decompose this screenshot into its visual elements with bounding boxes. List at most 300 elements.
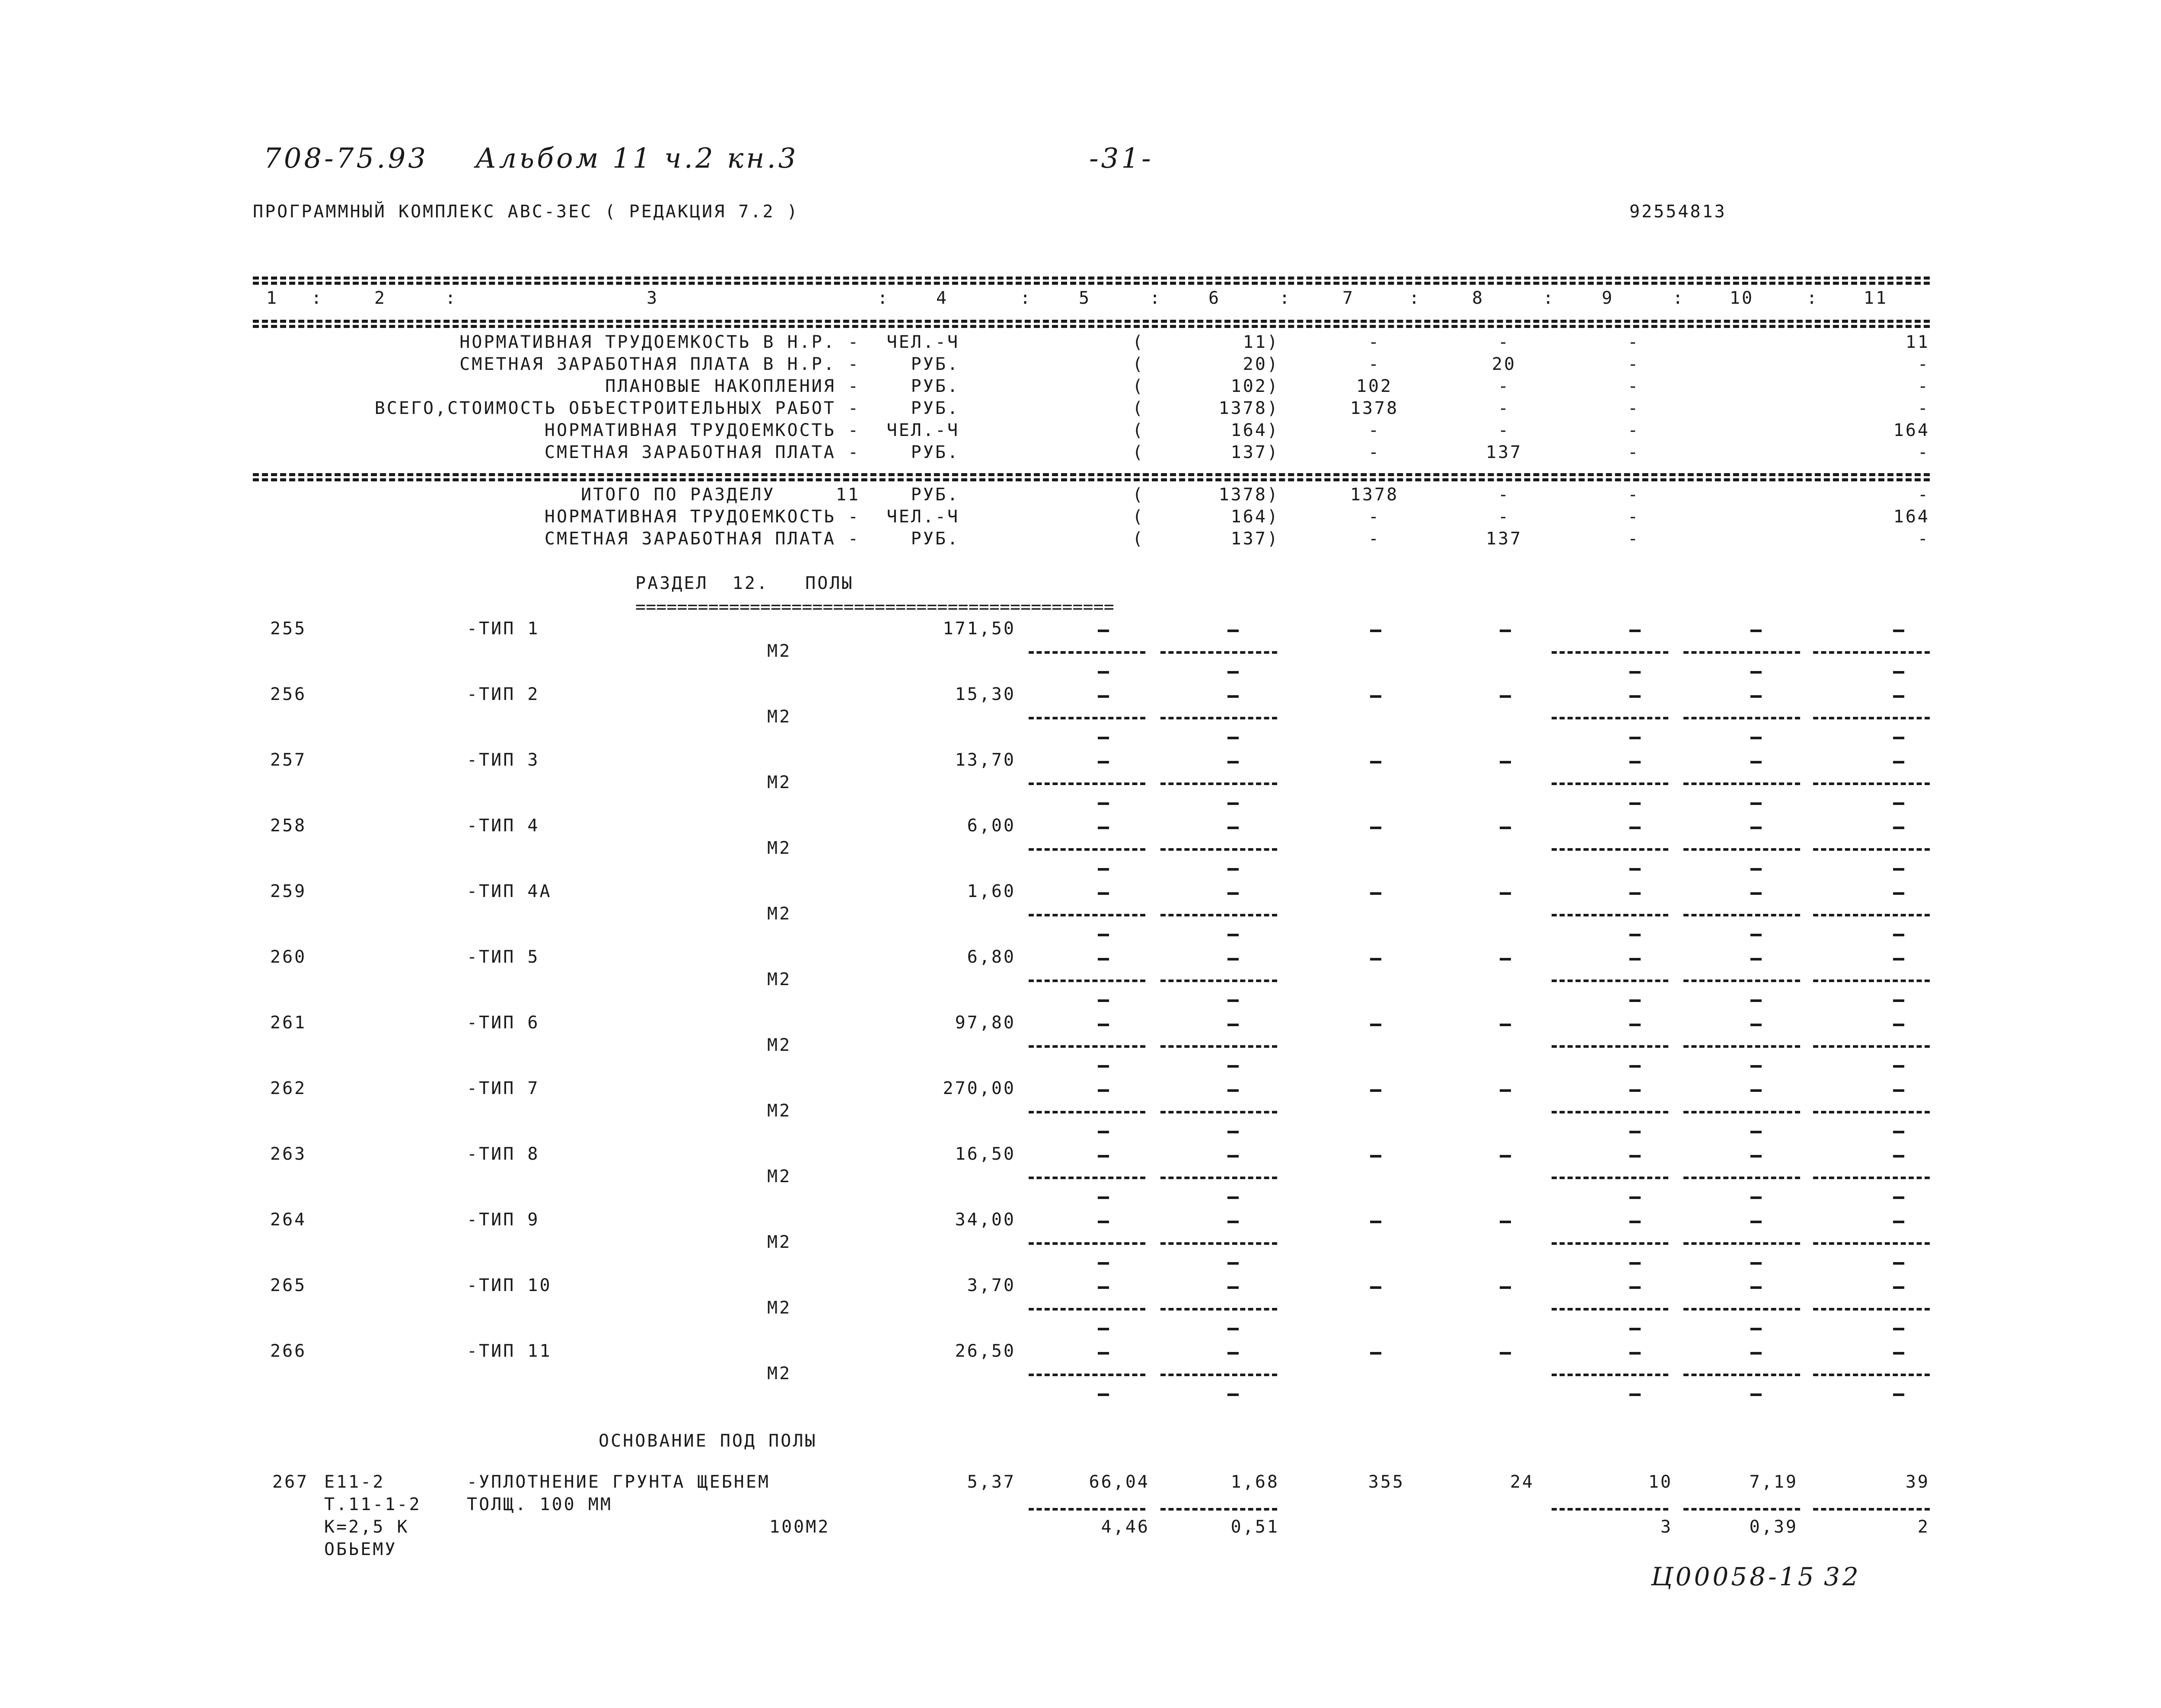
item-number: 266 [270, 1341, 307, 1361]
item-dash [1098, 1221, 1109, 1223]
subsection-title: ОСНОВАНИЕ ПОД ПОЛЫ [599, 1431, 817, 1451]
header-rule-top-2 [253, 282, 1930, 285]
item-dash-lower [1227, 1065, 1239, 1068]
item-dash [1370, 958, 1381, 961]
row-paren: ( [1132, 332, 1145, 352]
item-unit: М2 [767, 838, 792, 858]
item-qty: 34,00 [955, 1210, 1016, 1230]
item-dash-lower [1750, 1328, 1762, 1330]
item-dash-lower [1098, 671, 1109, 674]
item-267-rule-5 [1029, 1508, 1145, 1511]
item-rule [1160, 1177, 1277, 1179]
item-number: 263 [270, 1144, 307, 1164]
item-dash [1893, 1089, 1904, 1092]
item-rule [1160, 848, 1277, 851]
item-dash-lower [1750, 1196, 1762, 1199]
header-separator: : [1673, 288, 1685, 308]
item-number: 260 [270, 947, 307, 967]
row-paren: ( [1132, 507, 1145, 527]
item-dash [1500, 958, 1511, 961]
row-col8: 137 [1485, 529, 1523, 549]
item-unit: М2 [767, 1364, 792, 1384]
item-dash [1370, 1155, 1381, 1158]
item-name: -ТИП 3 [467, 750, 540, 770]
header-separator: : [1150, 288, 1162, 308]
item-dash-lower [1750, 1393, 1762, 1396]
handwritten-page-number: -31- [1089, 143, 1154, 175]
item-dash-lower [1629, 1196, 1641, 1199]
item-rule [1029, 1111, 1145, 1113]
item-dash [1893, 695, 1904, 698]
row-col6: 102) [1230, 376, 1279, 396]
header-col-7: 7 [1342, 288, 1355, 308]
item-qty: 13,70 [955, 750, 1016, 770]
item-dash-lower [1098, 1131, 1109, 1133]
row-col8: - [1498, 485, 1511, 505]
header-col-2: 2 [374, 288, 387, 308]
item-rule [1552, 1308, 1668, 1310]
item-dash-lower [1750, 1065, 1762, 1068]
item-rule [1029, 914, 1145, 916]
item-dash [1629, 695, 1641, 698]
row-col8: - [1498, 398, 1511, 418]
header-col-1: 1 [266, 288, 279, 308]
item-name: -ТИП 1 [467, 619, 540, 639]
header-col-11: 11 [1863, 288, 1888, 308]
item-unit: М2 [767, 707, 792, 727]
item-rule [1552, 980, 1668, 982]
program-line: ПРОГРАММНЫЙ КОМПЛЕКС АВС-3ЕС ( РЕДАКЦИЯ 7.2 ) [253, 202, 799, 222]
item-rule [1552, 1045, 1668, 1048]
item-rule [1813, 914, 1930, 916]
item-rule [1813, 1242, 1930, 1245]
item-name: -ТИП 9 [467, 1210, 540, 1230]
item-dash-lower [1629, 1065, 1641, 1068]
item-dash [1500, 1286, 1511, 1289]
item-dash-lower [1750, 802, 1762, 805]
item-dash [1750, 892, 1762, 895]
item-dash-lower [1629, 934, 1641, 936]
row-col11: - [1917, 354, 1930, 374]
item-dash [1893, 630, 1904, 632]
item-dash-lower [1227, 934, 1239, 936]
header-rule-bottom-2 [253, 325, 1930, 328]
row-label: СМЕТНАЯ ЗАРАБОТНАЯ ПЛАТА - [544, 529, 860, 549]
item-dash [1098, 1155, 1109, 1158]
row-label: СМЕТНАЯ ЗАРАБОТНАЯ ПЛАТА - [544, 442, 860, 462]
item-dash [1750, 827, 1762, 829]
header-separator: : [1409, 288, 1422, 308]
item-dash-lower [1893, 1328, 1904, 1330]
row-col11: - [1917, 376, 1930, 396]
row-unit: ЧЕЛ.-Ч [886, 332, 959, 352]
item-dash-lower [1629, 868, 1641, 871]
item-unit: М2 [767, 1232, 792, 1252]
row-col9: - [1627, 376, 1640, 396]
row-col8: - [1498, 420, 1511, 440]
item-dash-lower [1893, 999, 1904, 1002]
item-dash [1629, 1024, 1641, 1026]
item-dash [1370, 1352, 1381, 1355]
item-rule [1029, 1177, 1145, 1179]
header-col-10: 10 [1729, 288, 1754, 308]
item-dash-lower [1750, 934, 1762, 936]
item-rule [1552, 717, 1668, 719]
item-rule [1813, 651, 1930, 654]
item-dash [1370, 1024, 1381, 1026]
item-dash [1500, 1024, 1511, 1026]
item-dash [1227, 1155, 1239, 1158]
item-code-3: К=2,5 К [324, 1517, 409, 1537]
item-rule [1683, 848, 1800, 851]
item-dash-lower [1893, 934, 1904, 936]
item-rule [1160, 1308, 1277, 1310]
row-paren: ( [1132, 398, 1145, 418]
item-dash [1370, 1286, 1381, 1289]
handwritten-project-code: 708-75.93 [264, 143, 428, 175]
item-dash [1227, 1352, 1239, 1355]
item-name: -ТИП 2 [467, 684, 540, 704]
item-dash [1098, 630, 1109, 632]
item-rule [1552, 651, 1668, 654]
row-unit: ЧЕЛ.-Ч [886, 420, 959, 440]
item-dash [1893, 892, 1904, 895]
item-rule [1813, 980, 1930, 982]
item-dash [1227, 695, 1239, 698]
row-paren: ( [1132, 485, 1145, 505]
item-dash [1370, 695, 1381, 698]
item-code-4: ОБЬЕМУ [324, 1539, 397, 1559]
item-unit: М2 [767, 904, 792, 924]
item-dash [1370, 1221, 1381, 1223]
item-col9: 10 [1648, 1472, 1673, 1492]
item-dash [1750, 695, 1762, 698]
row-paren: ( [1132, 354, 1145, 374]
item-dash-lower [1629, 802, 1641, 805]
item-dash-lower [1893, 737, 1904, 739]
item-number: 255 [270, 619, 307, 639]
item-dash [1098, 958, 1109, 961]
item-dash-lower [1227, 1328, 1239, 1330]
item-dash [1893, 827, 1904, 829]
item-number: 265 [270, 1275, 307, 1295]
item-unit: М2 [767, 970, 792, 989]
item-dash [1893, 958, 1904, 961]
header-separator: : [1020, 288, 1033, 308]
row-unit: РУБ. [911, 398, 959, 418]
row-col11: 11 [1905, 332, 1930, 352]
item-name: -ТИП 7 [467, 1078, 540, 1098]
row-col7: - [1368, 507, 1381, 527]
row-col9: - [1627, 507, 1640, 527]
row-paren: ( [1132, 420, 1145, 440]
item-dash-lower [1750, 1131, 1762, 1133]
item-rule [1160, 717, 1277, 719]
item-col10: 7,19 [1749, 1472, 1798, 1492]
item-rule [1683, 1242, 1800, 1245]
row-col7: - [1368, 354, 1381, 374]
row-col7: - [1368, 332, 1381, 352]
item-dash-lower [1098, 868, 1109, 871]
item-dash [1750, 1024, 1762, 1026]
row-col11: 164 [1893, 507, 1930, 527]
row-col9: - [1627, 354, 1640, 374]
item-col10-bottom: 0,39 [1749, 1517, 1798, 1537]
item-qty: 97,80 [955, 1013, 1016, 1033]
item-number: 262 [270, 1078, 307, 1098]
item-dash-lower [1750, 737, 1762, 739]
row-col11: - [1917, 529, 1930, 549]
item-dash-lower [1227, 671, 1239, 674]
item-rule [1029, 651, 1145, 654]
item-number: 267 [272, 1472, 309, 1492]
item-dash [1500, 892, 1511, 895]
row-label: НОРМАТИВНАЯ ТРУДОЕМКОСТЬ - [544, 507, 860, 527]
header-col-6: 6 [1208, 288, 1221, 308]
row-col11: - [1917, 398, 1930, 418]
item-unit: М2 [767, 773, 792, 792]
item-rule [1029, 1374, 1145, 1376]
row-col6: 164) [1230, 507, 1279, 527]
item-rule [1160, 782, 1277, 785]
item-rule [1029, 1308, 1145, 1310]
item-rule [1160, 1111, 1277, 1113]
summary-rule [253, 473, 1930, 476]
item-rule [1029, 980, 1145, 982]
item-qty: 6,80 [967, 947, 1016, 967]
handwritten-stamp-number: 32 [1824, 1562, 1861, 1591]
item-rule [1683, 1111, 1800, 1113]
item-dash-lower [1893, 1131, 1904, 1133]
item-dash-lower [1629, 1131, 1641, 1133]
row-col8: 20 [1492, 354, 1517, 374]
item-rule [1813, 782, 1930, 785]
handwritten-album: Альбом 11 ч.2 кн.3 [475, 143, 799, 175]
item-name: -ТИП 8 [467, 1144, 540, 1164]
row-col9: - [1627, 398, 1640, 418]
item-unit: М2 [767, 1101, 792, 1121]
item-dash [1750, 1286, 1762, 1289]
item-qty: 5,37 [967, 1472, 1016, 1492]
item-rule [1813, 1045, 1930, 1048]
item-number: 259 [270, 881, 307, 901]
item-unit: 100М2 [769, 1517, 830, 1537]
item-col5: 66,04 [1089, 1472, 1150, 1492]
item-dash-lower [1098, 1393, 1109, 1396]
row-label: НОРМАТИВНАЯ ТРУДОЕМКОСТЬ - [544, 420, 860, 440]
row-col9: - [1627, 485, 1640, 505]
item-dash [1500, 761, 1511, 763]
item-dash [1750, 1155, 1762, 1158]
item-name: -ТИП 11 [467, 1341, 552, 1361]
item-rule [1683, 782, 1800, 785]
item-dash [1893, 1155, 1904, 1158]
item-rule [1029, 782, 1145, 785]
item-dash [1370, 630, 1381, 632]
item-dash [1629, 1089, 1641, 1092]
item-col11: 39 [1905, 1472, 1930, 1492]
item-dash-lower [1098, 802, 1109, 805]
row-paren: ( [1132, 376, 1145, 396]
item-unit: М2 [767, 641, 792, 661]
item-dash [1500, 1221, 1511, 1223]
item-rule [1160, 651, 1277, 654]
item-rule [1683, 914, 1800, 916]
item-dash [1227, 1286, 1239, 1289]
item-qty: 15,30 [955, 684, 1016, 704]
item-rule [1683, 1177, 1800, 1179]
item-dash [1098, 1286, 1109, 1289]
header-separator: : [1543, 288, 1555, 308]
item-dash [1227, 761, 1239, 763]
item-dash [1893, 761, 1904, 763]
item-dash [1098, 695, 1109, 698]
item-rule [1813, 848, 1930, 851]
header-col-8: 8 [1472, 288, 1485, 308]
header-col-5: 5 [1078, 288, 1091, 308]
item-dash-lower [1629, 1328, 1641, 1330]
item-rule [1552, 1177, 1668, 1179]
row-col9: - [1627, 529, 1640, 549]
item-dash [1750, 761, 1762, 763]
item-col7: 355 [1368, 1472, 1405, 1492]
item-number: 257 [270, 750, 307, 770]
item-rule [1029, 1045, 1145, 1048]
row-label: ПЛАНОВЫЕ НАКОПЛЕНИЯ - [605, 376, 860, 396]
item-qty: 270,00 [943, 1078, 1016, 1098]
item-dash [1893, 1221, 1904, 1223]
item-unit: М2 [767, 1035, 792, 1055]
item-name: -ТИП 10 [467, 1275, 552, 1295]
item-dash [1370, 761, 1381, 763]
item-dash [1370, 1089, 1381, 1092]
item-code-1: Е11-2 [324, 1472, 385, 1492]
item-dash-lower [1098, 1262, 1109, 1265]
row-col9: - [1627, 442, 1640, 462]
item-dash-lower [1750, 999, 1762, 1002]
item-dash-lower [1227, 999, 1239, 1002]
item-rule [1552, 914, 1668, 916]
item-dash [1500, 695, 1511, 698]
handwritten-stamp: Ц00058-15 [1651, 1562, 1817, 1591]
item-rule [1160, 914, 1277, 916]
row-unit: РУБ. [911, 529, 959, 549]
item-rule [1683, 651, 1800, 654]
item-dash [1893, 1286, 1904, 1289]
header-separator: : [877, 288, 890, 308]
item-rule [1813, 717, 1930, 719]
row-col6: 11) [1243, 332, 1279, 352]
item-code-2: Т.11-1-2 [324, 1495, 421, 1514]
row-col6: 164) [1230, 420, 1279, 440]
item-dash [1098, 892, 1109, 895]
header-rule-top [253, 277, 1930, 280]
item-rule [1813, 1111, 1930, 1113]
row-col6: 1378) [1218, 485, 1279, 505]
item-rule [1160, 1045, 1277, 1048]
item-name: -ТИП 4 [467, 816, 540, 836]
row-col6: 1378) [1218, 398, 1279, 418]
row-col6: 137) [1230, 529, 1279, 549]
item-dash [1500, 630, 1511, 632]
row-label: СМЕТНАЯ ЗАРАБОТНАЯ ПЛАТА В Н.Р. - [459, 354, 860, 374]
row-col7: 102 [1356, 376, 1393, 396]
item-qty: 16,50 [955, 1144, 1016, 1164]
row-unit: РУБ. [911, 376, 959, 396]
row-paren: ( [1132, 529, 1145, 549]
item-dash [1098, 1089, 1109, 1092]
item-rule [1160, 1374, 1277, 1376]
item-dash [1629, 958, 1641, 961]
item-dash-lower [1629, 737, 1641, 739]
item-dash-lower [1893, 1393, 1904, 1396]
row-col8: - [1498, 376, 1511, 396]
item-dash [1500, 827, 1511, 829]
row-unit: ЧЕЛ.-Ч [886, 507, 959, 527]
row-col11: - [1917, 485, 1930, 505]
item-267-rule-10 [1683, 1508, 1800, 1511]
item-dash-lower [1750, 1262, 1762, 1265]
item-dash-lower [1098, 999, 1109, 1002]
item-dash-lower [1750, 671, 1762, 674]
item-dash-lower [1629, 999, 1641, 1002]
item-unit: М2 [767, 1298, 792, 1318]
item-dash [1098, 1024, 1109, 1026]
item-name-2: ТОЛЩ. 100 ММ [467, 1495, 612, 1514]
item-rule [1029, 717, 1145, 719]
item-dash-lower [1750, 868, 1762, 871]
item-dash [1750, 1352, 1762, 1355]
item-dash [1227, 1221, 1239, 1223]
item-dash-lower [1893, 868, 1904, 871]
item-dash-lower [1227, 1131, 1239, 1133]
item-rule [1813, 1177, 1930, 1179]
item-name: -ТИП 4А [467, 881, 552, 901]
item-dash-lower [1629, 1262, 1641, 1265]
row-col9: - [1627, 420, 1640, 440]
item-dash [1629, 892, 1641, 895]
item-dash-lower [1227, 1393, 1239, 1396]
item-dash-lower [1227, 868, 1239, 871]
row-unit: РУБ. [911, 354, 959, 374]
item-rule [1683, 980, 1800, 982]
row-col8: 137 [1485, 442, 1523, 462]
row-col6: 20) [1243, 354, 1279, 374]
item-dash-lower [1227, 737, 1239, 739]
item-col6: 1,68 [1230, 1472, 1279, 1492]
row-label: ИТОГО ПО РАЗДЕЛУ 11 [581, 485, 860, 505]
item-dash [1098, 1352, 1109, 1355]
row-col8: - [1498, 332, 1511, 352]
item-dash-lower [1227, 1196, 1239, 1199]
summary-rule-2 [253, 478, 1930, 481]
item-rule [1813, 1308, 1930, 1310]
item-dash [1893, 1024, 1904, 1026]
item-name: -ТИП 6 [467, 1013, 540, 1033]
header-col-9: 9 [1601, 288, 1614, 308]
item-dash-lower [1893, 1065, 1904, 1068]
item-dash [1629, 1352, 1641, 1355]
header-col-4: 4 [936, 288, 949, 308]
item-dash-lower [1629, 671, 1641, 674]
row-col6: 137) [1230, 442, 1279, 462]
row-col7: - [1368, 420, 1381, 440]
item-dash [1893, 1352, 1904, 1355]
item-dash [1370, 827, 1381, 829]
item-rule [1552, 848, 1668, 851]
item-name: -ТИП 5 [467, 947, 540, 967]
item-col9-bottom: 3 [1660, 1517, 1673, 1537]
